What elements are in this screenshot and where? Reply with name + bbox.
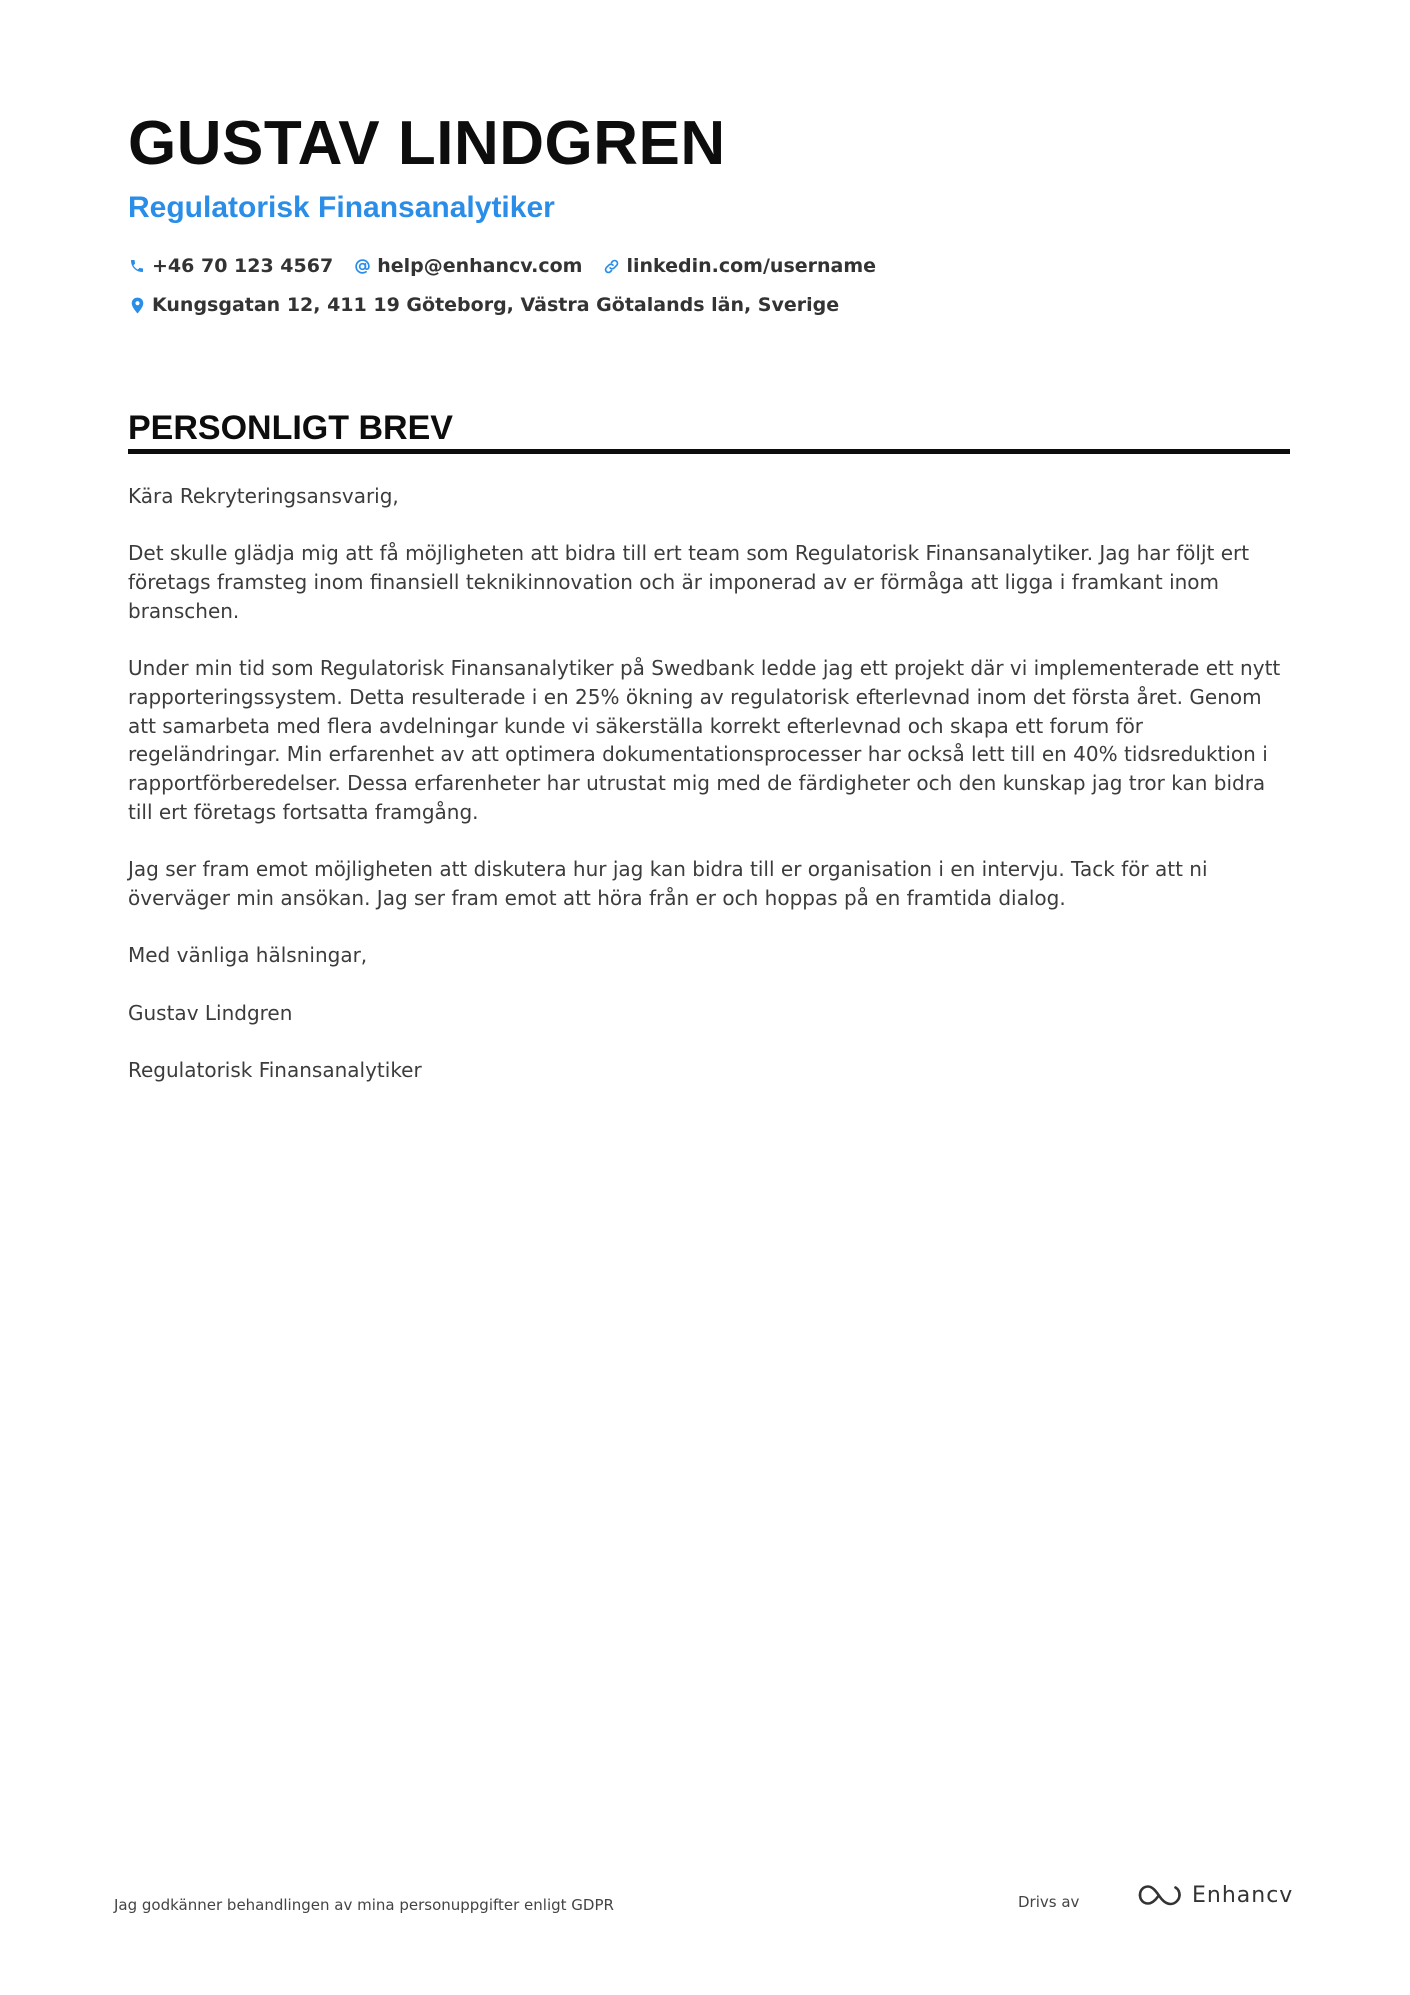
enhancv-logo-icon: [1136, 1881, 1184, 1909]
signature-title: Regulatorisk Finansanalytiker: [128, 1057, 422, 1082]
linkedin-text: linkedin.com/username: [626, 255, 877, 277]
contact-email[interactable]: [353, 255, 582, 277]
gdpr-consent-text: Jag godkänner behandlingen av mina personuppgifter enligt GDPR: [114, 1896, 614, 1914]
location-pin-icon: [128, 296, 146, 314]
brand-name: Enhancv: [1192, 1882, 1294, 1908]
contact-row-address: [128, 294, 859, 316]
brand-logo[interactable]: [1136, 1881, 1293, 1909]
letter-paragraph: Jag ser fram emot möjligheten att diskutera hur jag kan bidra till er organisation i en intervju. Tack för att ni överväger min ansökan. Jag ser fram emot att höra från er och hoppas på en framtida dialog.: [128, 857, 1208, 910]
at-icon: [353, 257, 371, 275]
address-text: Kungsgatan 12, 411 19 Göteborg, Västra Götalands län, Sverige: [152, 294, 840, 316]
section-divider: [128, 449, 1290, 454]
phone-icon: [128, 257, 146, 275]
powered-by-label: Drivs av: [1018, 1893, 1080, 1911]
link-icon: [602, 257, 620, 275]
letter-salutation: Kära Rekryteringsansvarig,: [128, 484, 399, 508]
candidate-name: GUSTAV LINDGREN: [128, 109, 726, 178]
signature-name: Gustav Lindgren: [128, 1000, 293, 1025]
letter-paragraph: Under min tid som Regulatorisk Finansanalytiker på Swedbank ledde jag ett projekt där vi implementerade ett nytt rapporteringssystem. Detta resulterade i en 25% ökning av regulatorisk efterlevnad inom det första året. Genom att samarbeta med flera avdelningar kunde vi säkerställa korrekt efterlevnad och skapa ett forum för regeländringar. Min erfarenhet av att optimera dokumentationsprocesser har också lett till en 40% tidsreduktion i rapportförberedelser. Dessa erfarenheter har utrustat mig med de färdigheter och den kunskap jag tror kan bidra till ert företags fortsatta framgång.: [128, 656, 1281, 824]
contact-address: [128, 294, 839, 316]
candidate-job-title: Regulatorisk Finansanalytiker: [128, 191, 555, 224]
letter-closing: Med vänliga hälsningar,: [128, 943, 368, 968]
letter-paragraph: Det skulle glädja mig att få möjligheten att bidra till ert team som Regulatorisk Finansanalytiker. Jag har följt ert företags framsteg inom finansiell teknikinnovation och är imponerad av er förmåga att ligga i framkant inom branschen.: [128, 541, 1250, 623]
email-text: help@enhancv.com: [377, 255, 583, 277]
contact-linkedin[interactable]: [602, 255, 876, 277]
letter-body: [128, 482, 1293, 1113]
contact-row-primary: [128, 255, 896, 277]
section-heading: PERSONLIGT BREV: [128, 409, 453, 447]
phone-text: +46 70 123 4567: [152, 255, 334, 277]
contact-phone[interactable]: [128, 255, 333, 277]
